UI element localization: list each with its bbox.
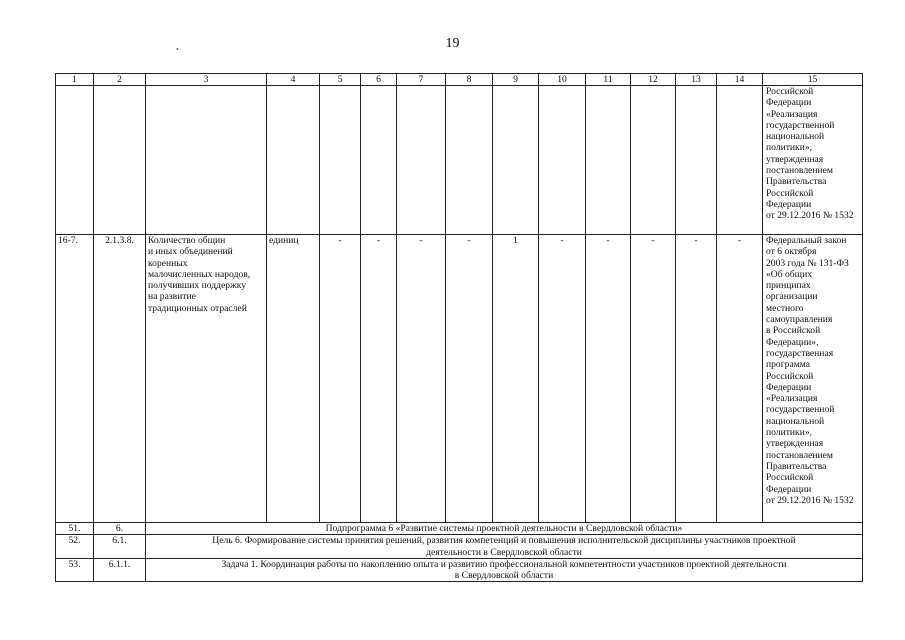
basis-cell: Российской Федерации «Реализация государственной национальной политики», утвержденная постановлением Правительства Российской Федерации от 29.12.2016 № 1532 [763, 86, 863, 235]
scan-speck: • [176, 45, 179, 54]
empty-cell [397, 86, 446, 235]
row-code: 2.1.3.8. [94, 235, 146, 523]
empty-cell [631, 86, 676, 235]
goal-title: Цель 6. Формирование системы принятия решений, развития компетенций и повышения исполнительской дисциплины участников проектной деятельности в Свердловской области [146, 535, 863, 559]
value-cell: - [539, 235, 586, 523]
indicator-name: Количество общин и иных объединений коренных малочисленных народов, получивших поддержку на развитие традиционных отраслей [146, 235, 267, 523]
empty-cell [267, 86, 320, 235]
task-title: Задача 1. Координация работы по накоплению опыта и развитию профессиональной компетентности участников проектной деятельности в Свердловской области [146, 558, 863, 582]
basis-cell: Федеральный закон от 6 октября 2003 года № 131-ФЗ «Об общих принципах организации местного самоуправления в Российской Федерации», государственная программа Российской Федерации «Реализация государственной национальной политики», утвержденная постановлением Правительства Российской Федерации от 29.12.2016 № 1532 [763, 235, 863, 523]
header-cell: 11 [586, 74, 631, 86]
row-number: 53. [56, 558, 94, 582]
value-cell: - [320, 235, 361, 523]
unit-cell: единиц [267, 235, 320, 523]
header-cell: 15 [763, 74, 863, 86]
empty-cell [539, 86, 586, 235]
page-number: 19 [445, 36, 460, 51]
row-code: 6.1.1. [94, 558, 146, 582]
row-number: 16-7. [56, 235, 94, 523]
header-cell: 14 [717, 74, 763, 86]
value-cell: - [676, 235, 717, 523]
empty-cell [586, 86, 631, 235]
indicators-table [55, 73, 863, 582]
header-cell: 1 [56, 74, 94, 86]
row-code: 6.1. [94, 535, 146, 559]
header-row [56, 74, 863, 86]
header-cell: 4 [267, 74, 320, 86]
header-cell: 2 [94, 74, 146, 86]
header-cell: 10 [539, 74, 586, 86]
empty-cell [446, 86, 493, 235]
empty-cell [361, 86, 397, 235]
header-cell: 9 [493, 74, 539, 86]
value-cell: - [586, 235, 631, 523]
value-cell: - [397, 235, 446, 523]
table-row-indicator [56, 235, 863, 523]
header-cell: 5 [320, 74, 361, 86]
empty-cell [717, 86, 763, 235]
header-cell: 7 [397, 74, 446, 86]
value-cell: - [717, 235, 763, 523]
value-cell: - [631, 235, 676, 523]
table-row-continuation [56, 86, 863, 235]
header-cell: 12 [631, 74, 676, 86]
header-cell: 3 [146, 74, 267, 86]
table-row-goal [56, 535, 863, 559]
empty-cell [56, 86, 94, 235]
empty-cell [493, 86, 539, 235]
subprogram-title: Подпрограмма 6 «Развитие системы проектной деятельности в Свердловской области» [146, 523, 863, 535]
table-row-task [56, 558, 863, 582]
header-cell: 13 [676, 74, 717, 86]
value-cell: - [446, 235, 493, 523]
empty-cell [146, 86, 267, 235]
row-number: 52. [56, 535, 94, 559]
empty-cell [676, 86, 717, 235]
empty-cell [320, 86, 361, 235]
row-code: 6. [94, 523, 146, 535]
table-row-subprogram [56, 523, 863, 535]
row-number: 51. [56, 523, 94, 535]
empty-cell [94, 86, 146, 235]
header-cell: 6 [361, 74, 397, 86]
header-cell: 8 [446, 74, 493, 86]
value-cell: - [361, 235, 397, 523]
value-cell: 1 [493, 235, 539, 523]
